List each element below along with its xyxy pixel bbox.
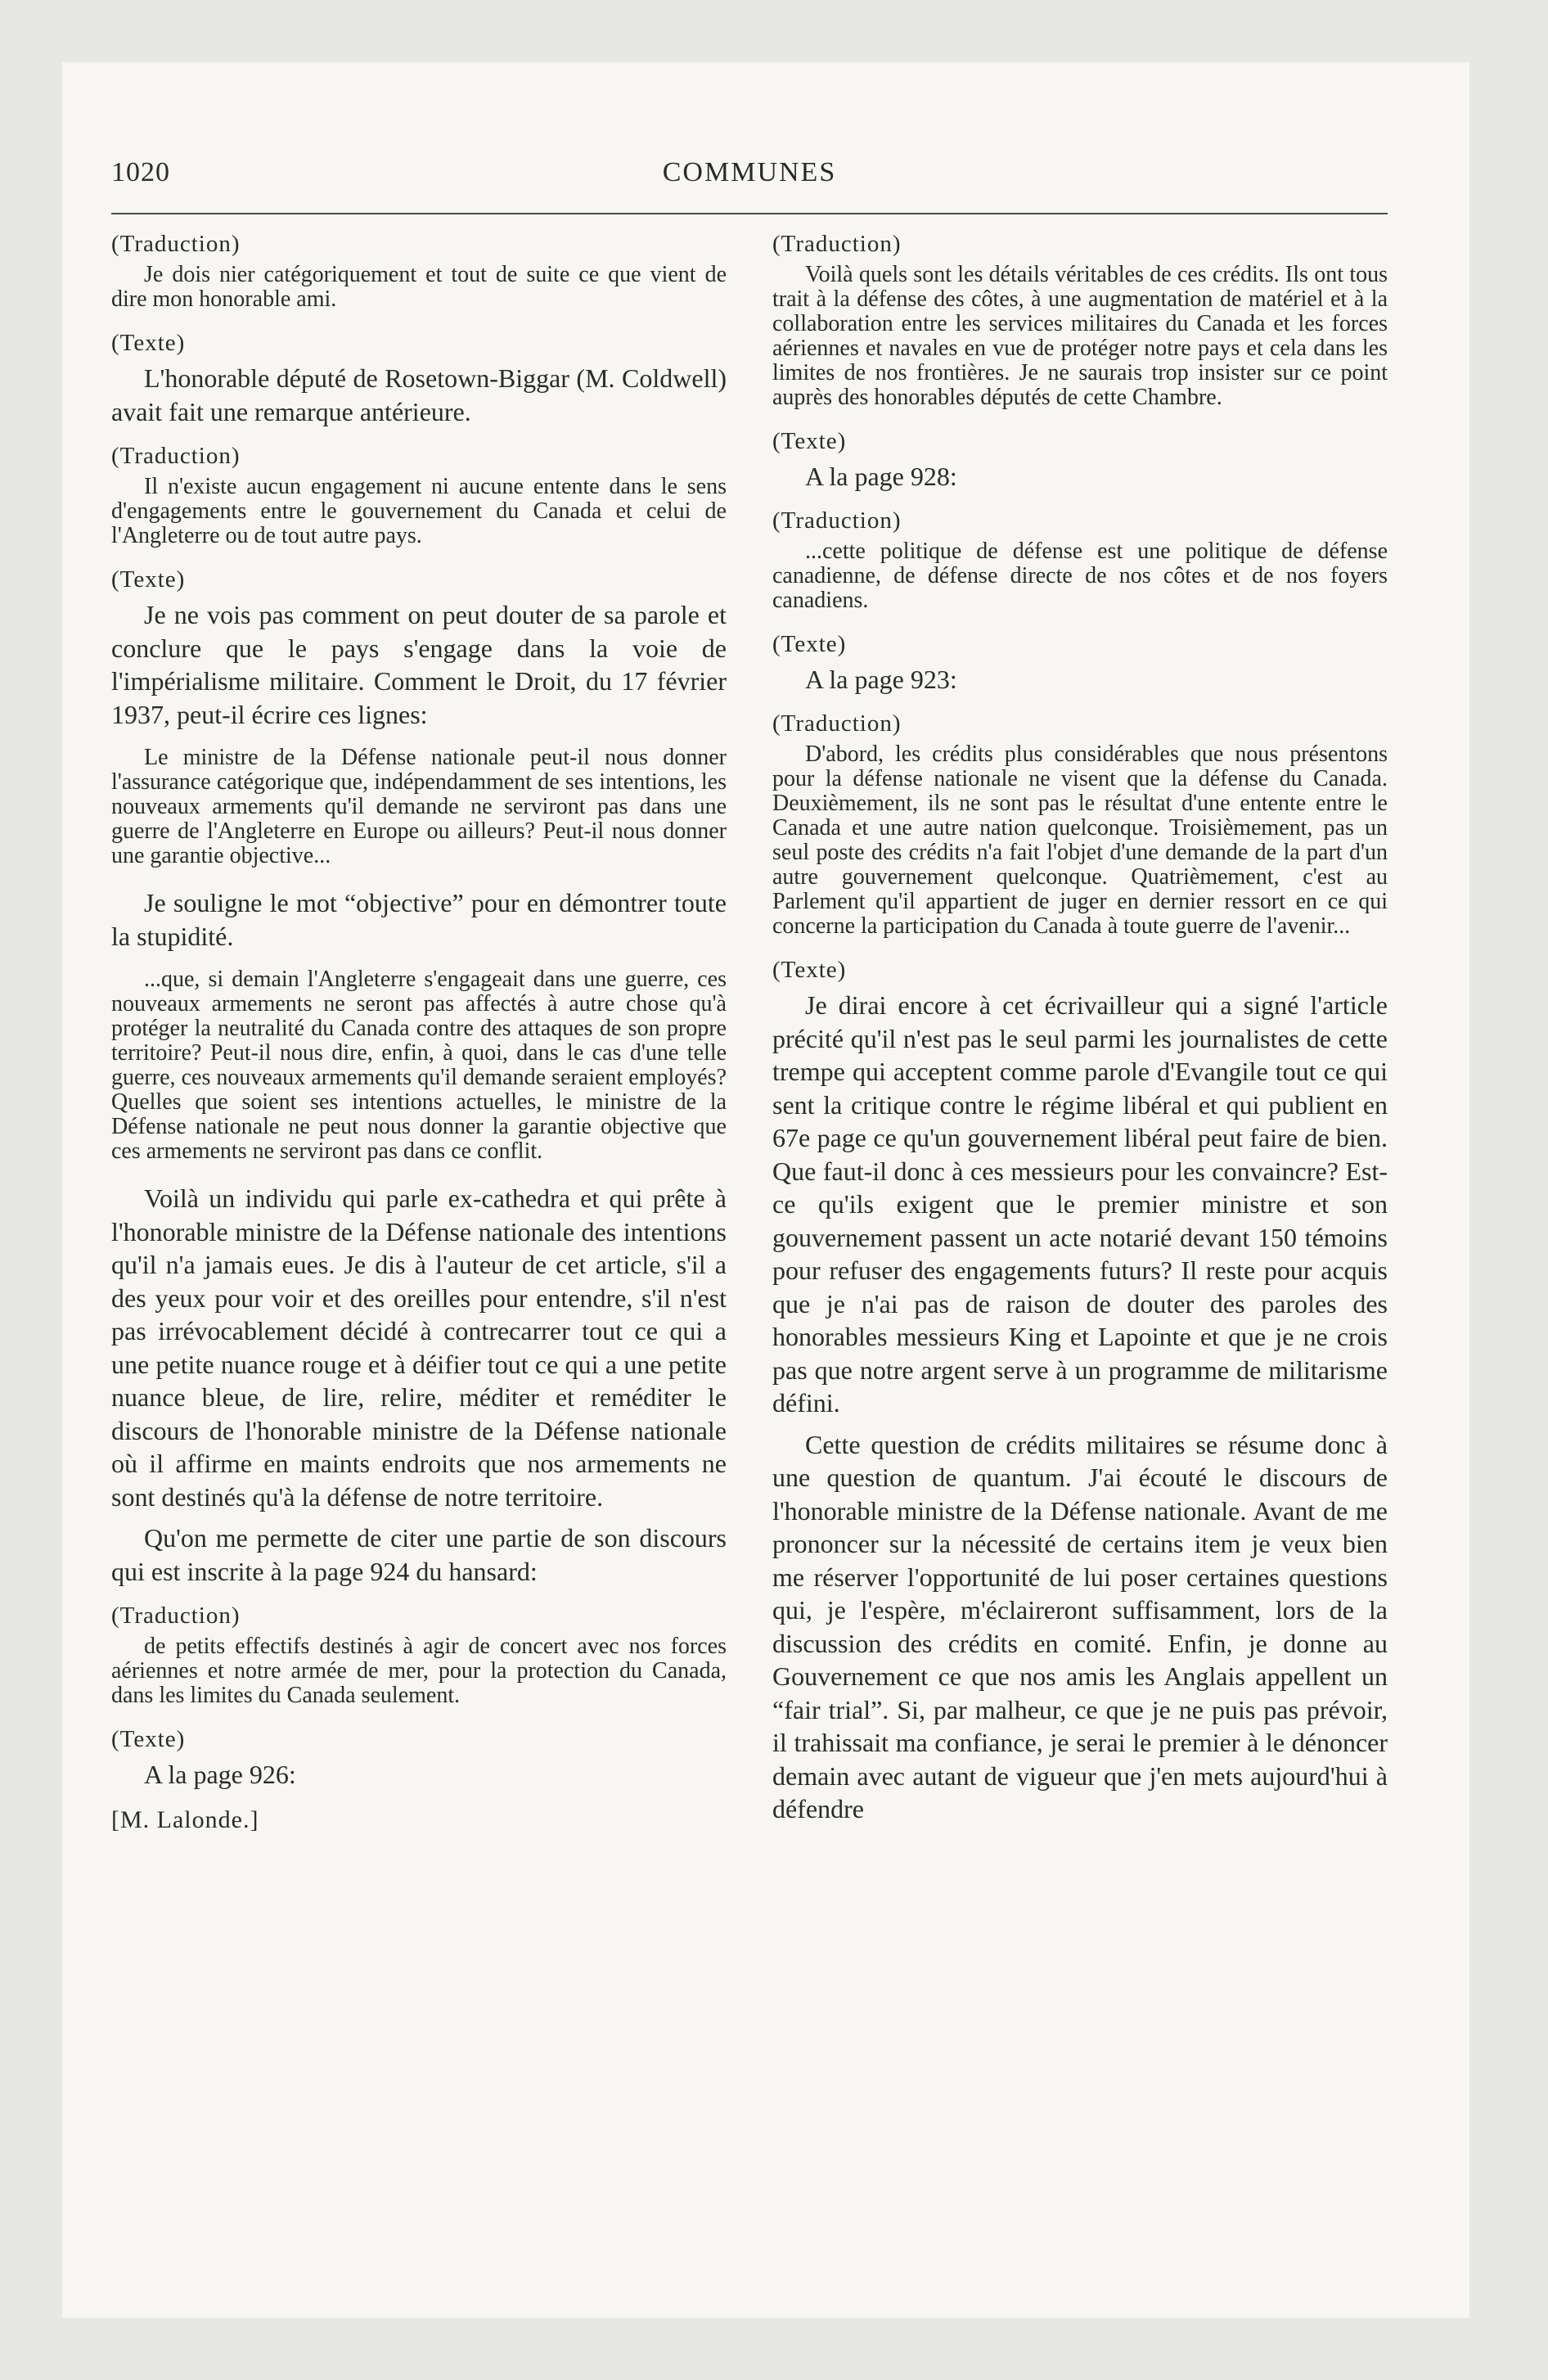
- body-paragraph: Je ne vois pas comment on peut douter de sa parole et conclure que le pays s'engage dans la voie de l'impérialisme militaire. Comment le Droit, du 17 février 1937, peut-il écrire ces lignes:: [111, 600, 727, 729]
- page-reference: A la page 928:: [805, 462, 957, 491]
- body-paragraph: L'honorable député de Rosetown-Biggar (M. Coldwell) avait fait une remarque antérieure.: [111, 363, 727, 426]
- body-paragraph: Je dirai encore à cet écrivailleur qui a signé l'article précité qu'il n'est pas le seul parmi les journalistes de cette trempe qui acceptent comme parole d'Evangile tout ce qui sent la critique contre le régime libéral et qui publient en 67e page ce qu'un gouvernement libéral peut faire de bien. Que faut-il donc à ces messieurs pour les convaincre? Est-ce qu'ils exigent que le premier ministre et son gouvernement passent un acte notarié devant 150 témoins pour refuser des engagements futurs? Il reste pour acquis que je n'ai pas de raison de douter des paroles des honorables messieurs King et Lapointe et que je ne crois pas que notre argent serve à un programme de militarisme défini.: [772, 990, 1388, 1418]
- running-title: COMMUNES: [662, 157, 837, 187]
- section-label: (Traduction): [111, 231, 241, 257]
- page-reference: A la page 926:: [144, 1760, 296, 1789]
- page-header: [111, 157, 1388, 206]
- section-label: (Traduction): [772, 231, 902, 257]
- page-reference: A la page 923:: [805, 665, 957, 694]
- quoted-paragraph: ...cette politique de défense est une politique de défense canadienne, de défense directe de nos côtes et de nos foyers canadiens.: [772, 539, 1388, 613]
- quoted-paragraph: D'abord, les crédits plus considérables que nous présentons pour la défense nationale ne visent que la défense du Canada. Deuxièmement, ils ne sont pas le résultat d'une entente entre le Canada et une autre nation quelconque. Troisièmement, pas un seul poste des crédits n'a fait l'objet d'une demande de la part d'un autre gouvernement quelconque. Quatrièmement, c'est au Parlement qu'il appartient de juger en dernier ressort en ce qui concerne la participation du Canada à toute guerre de l'avenir...: [772, 741, 1388, 939]
- body-paragraph: Qu'on me permette de citer une partie de son discours qui est inscrite à la page 924 du hansard:: [111, 1523, 727, 1586]
- page-number: 1020: [111, 157, 170, 187]
- right-column: [772, 231, 1388, 1841]
- quoted-paragraph: Le ministre de la Défense nationale peut-il nous donner l'assurance catégorique que, indépendamment de ses intentions, les nouveaux armements qu'il demande ne serviront pas dans une guerre de l'Angleterre en Europe ou ailleurs? Peut-il nous donner une garantie objective...: [111, 745, 727, 868]
- section-label: (Traduction): [111, 1602, 241, 1629]
- section-label: (Traduction): [111, 443, 241, 469]
- section-label: (Texte): [111, 330, 186, 356]
- section-label: (Texte): [111, 1726, 186, 1752]
- section-label: (Traduction): [772, 710, 902, 737]
- quoted-paragraph: ...que, si demain l'Angleterre s'engageait dans une guerre, ces nouveaux armements ne seront pas affectés à autre chose qu'à protéger la neutralité du Canada contre des attaques de son propre territoire? Peut-il nous dire, enfin, à quoi, dans le cas d'une telle guerre, ces nouveaux armements qu'il demande seraient employés? Quelles que soient ses intentions actuelles, le ministre de la Défense nationale ne peut nous donner la garantie objective que ces armements ne serviront pas dans ce conflit.: [111, 967, 727, 1164]
- quoted-paragraph: de petits effectifs destinés à agir de concert avec nos forces aériennes et notre armée de mer, pour la protection du Canada, dans les limites du Canada seulement.: [111, 1634, 727, 1708]
- body-paragraph: Je souligne le mot “objective” pour en démontrer toute la stupidité.: [111, 888, 727, 951]
- section-label: (Texte): [772, 957, 847, 983]
- section-label: (Texte): [772, 428, 847, 454]
- section-label: (Texte): [772, 631, 847, 657]
- body-paragraph: Cette question de crédits militaires se résume donc à une question de quantum. J'ai écouté le discours de l'honorable ministre de la Défense nationale. Avant de me prononcer sur la nécessité de certains item je veux bien me réserver l'opportunité de lui poser certaines questions qui, je l'espère, m'éclaireront suffisamment, lors de la discussion des crédits en comité. Enfin, je donne au Gouvernement ce que nos amis les Anglais appellent un “fair trial”. Si, par malheur, ce que je ne puis pas prévoir, il trahissait ma confiance, je serai le premier à le dénoncer demain avec autant de vigueur que j'en mets aujourd'hui à défendre: [772, 1429, 1388, 1823]
- body-paragraph: Voilà un individu qui parle ex-cathedra et qui prête à l'honorable ministre de la Défense nationale des intentions qu'il n'a jamais eues. Je dis à l'auteur de cet article, s'il a des yeux pour voir et des oreilles pour entendre, s'il n'est pas irrévocablement décidé à contrecarrer tout ce qui a une petite nuance rouge et à déifier tout ce qui a une petite nuance bleue, de lire, relire, méditer et reméditer le discours de l'honorable ministre de la Défense nationale où il affirme en maints endroits que nos armements ne sont destinés qu'à la défense de notre territoire.: [111, 1183, 727, 1512]
- speaker-attribution: [M. Lalonde.]: [111, 1806, 259, 1833]
- left-column: [111, 231, 727, 1835]
- quoted-paragraph: Il n'existe aucun engagement ni aucune entente dans le sens d'engagements entre le gouvernement du Canada et celui de l'Angleterre ou de tout autre pays.: [111, 474, 727, 548]
- header-rule: [111, 213, 1388, 214]
- section-label: (Texte): [111, 566, 186, 593]
- quoted-paragraph: Je dois nier catégoriquement et tout de suite ce que vient de dire mon honorable ami.: [111, 262, 727, 312]
- quoted-paragraph: Voilà quels sont les détails véritables de ces crédits. Ils ont tous trait à la défense des côtes, à une augmentation de matériel et à la collaboration entre les services militaires du Canada et les forces aériennes et navales en vue de protéger notre pays et cela dans les limites de nos frontières. Je ne saurais trop insister sur ce point auprès des honorables députés de cette Chambre.: [772, 262, 1388, 410]
- section-label: (Traduction): [772, 507, 902, 534]
